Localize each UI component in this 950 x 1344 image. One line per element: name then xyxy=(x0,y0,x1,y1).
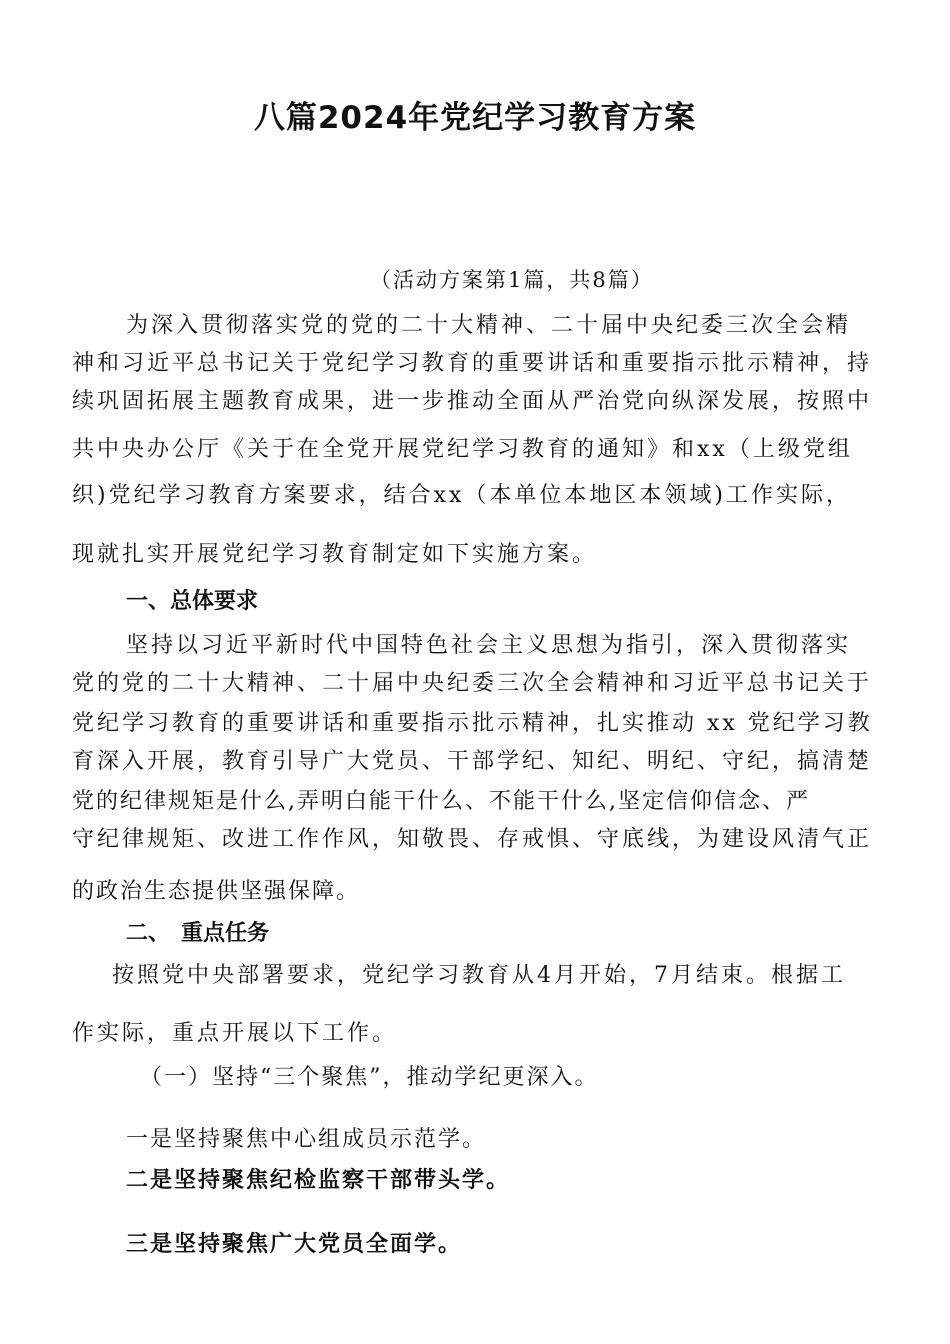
section-line: 育深入开展，教育引导广大党员、干部学纪、知纪、明纪、守纪，搞清楚 xyxy=(72,749,873,774)
intro-line: 神和习近平总书记关于党纪学习教育的重要讲话和重要指示批示精神，持 xyxy=(72,351,873,376)
section-heading: 一、总体要求 xyxy=(126,589,259,614)
intro-line: 现就扎实开展党纪学习教育制定如下实施方案。 xyxy=(72,542,598,567)
document-subtitle: （活动方案第1篇，共8篇） xyxy=(370,268,654,292)
task-item: 一是坚持聚焦中心组成员示范学。 xyxy=(126,1127,487,1152)
document-title: 八篇2024年党纪学习教育方案 xyxy=(253,100,697,136)
intro-line: 织)党纪学习教育方案要求，结合xx（本单位本地区本领域)工作实际， xyxy=(72,483,851,508)
section-line: 按照党中央部署要求，党纪学习教育从4月开始，7月结束。根据工 xyxy=(112,963,846,988)
section-heading: 二、 重点任务 xyxy=(126,921,270,946)
task-item: 三是坚持聚焦广大党员全面学。 xyxy=(126,1231,463,1257)
task-item: 二是坚持聚焦纪检监察干部带头学。 xyxy=(126,1167,511,1193)
intro-line: 共中央办公厅《关于在全党开展党纪学习教育的通知》和xx（上级党组 xyxy=(72,437,853,462)
section-line: 作实际，重点开展以下工作。 xyxy=(72,1021,398,1046)
intro-line: 续巩固拓展主题教育成果，进一步推动全面从严治党向纵深发展，按照中 xyxy=(72,389,873,414)
section-line: 党的纪律规矩是什么,弄明白能干什么、不能干什么,坚定信仰信念、严 xyxy=(72,789,810,814)
intro-line: 为深入贯彻落实党的党的二十大精神、二十届中央纪委三次全会精 xyxy=(126,313,852,338)
section-line: 党纪学习教育的重要讲话和重要指示批示精神，扎实推动 xx 党纪学习教 xyxy=(72,711,873,736)
section-line: 守纪律规矩、改进工作作风，知敬畏、存戒惧、守底线，为建设风清气正 xyxy=(72,827,873,852)
subsection-heading: （一）坚持“三个聚焦”，推动学纪更深入。 xyxy=(140,1065,599,1090)
section-line: 的政治生态提供坚强保障。 xyxy=(72,879,361,904)
section-line: 党的党的二十大精神、二十届中央纪委三次全会精神和习近平总书记关于 xyxy=(72,671,873,696)
section-line: 坚持以习近平新时代中国特色社会主义思想为指引，深入贯彻落实 xyxy=(126,633,852,658)
